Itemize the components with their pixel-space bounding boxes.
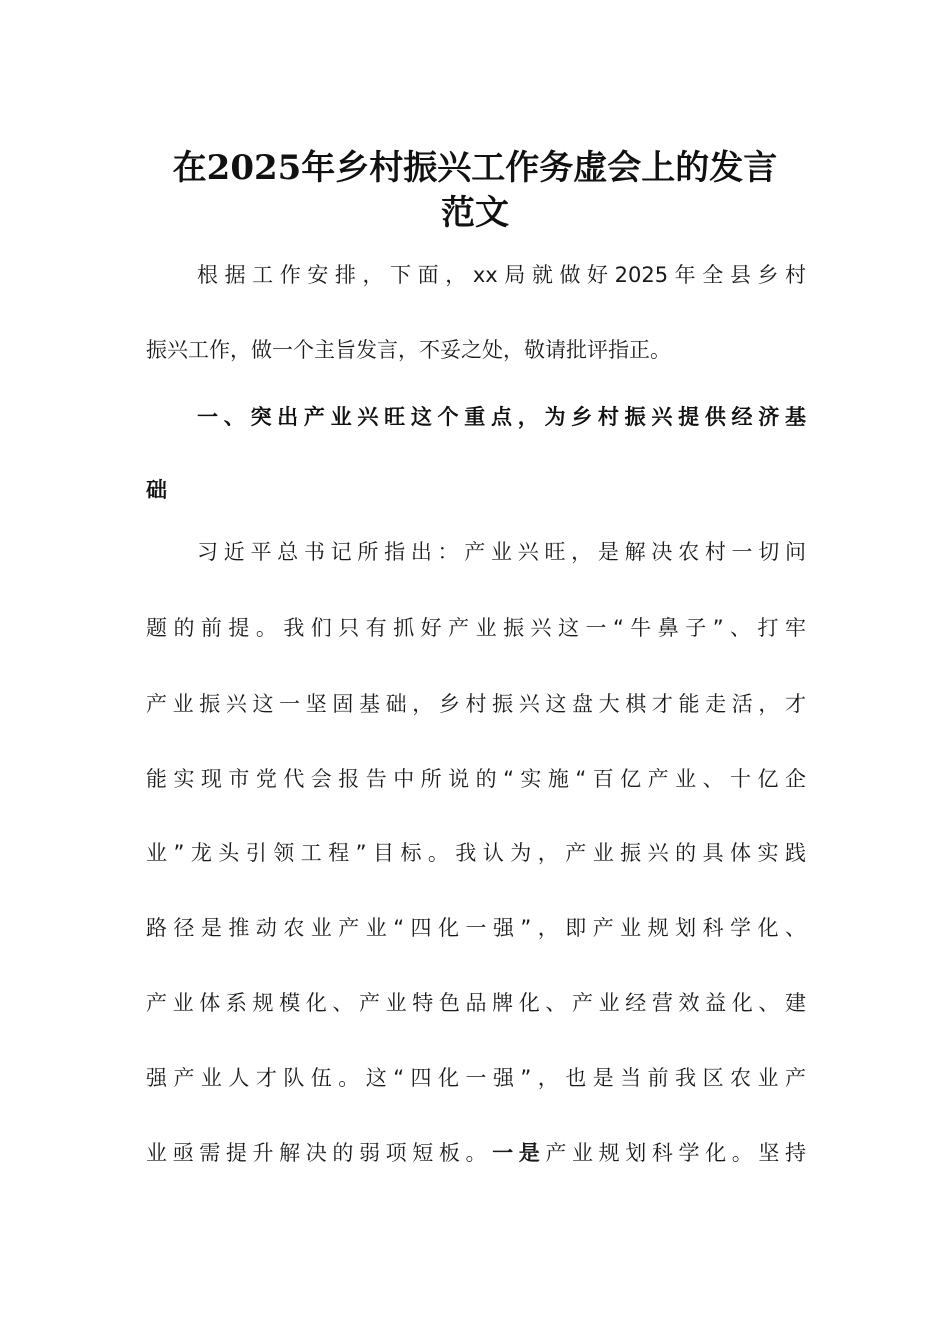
intro-paragraph-line-2: 振兴工作，做一个主旨发言，不妥之处，敬请批评指正。 [146, 338, 671, 362]
body-line-3: 产业振兴这一坚固基础，乡村振兴这盘大棋才能走活，才 [146, 692, 806, 716]
body-line-9-bold-marker: 一是 [492, 1141, 546, 1165]
intro-paragraph-line-1: 根据工作安排，下面，xx局就做好2025年全县乡村 [197, 263, 806, 287]
body-line-4: 能实现市党代会报告中所说的“实施“百亿产业、十亿企 [146, 767, 806, 791]
document-title-line-2: 范文 [441, 193, 509, 233]
document-title-line-1: 在2025年乡村振兴工作务虚会上的发言 [172, 148, 778, 188]
section-heading-line-2: 础 [146, 478, 167, 502]
body-line-7: 产业体系规模化、产业特色品牌化、产业经营效益化、建 [146, 991, 806, 1015]
body-line-5: 业”龙头引领工程”目标。我认为，产业振兴的具体实践 [146, 841, 806, 865]
body-line-6: 路径是推动农业产业“四化一强”，即产业规划科学化、 [146, 916, 806, 940]
body-line-9-end: 产业规划科学化。坚持 [545, 1141, 806, 1165]
body-line-9-start: 业亟需提升解决的弱项短板。 [146, 1141, 493, 1165]
body-line-8: 强产业人才队伍。这“四化一强”，也是当前我区农业产 [146, 1066, 806, 1090]
body-line-1: 习近平总书记所指出：产业兴旺，是解决农村一切问 [197, 540, 806, 564]
body-line-2: 题的前提。我们只有抓好产业振兴这一“牛鼻子”、打牢 [146, 616, 806, 640]
section-heading-line-1: 一、突出产业兴旺这个重点，为乡村振兴提供经济基 [197, 405, 806, 429]
body-line-9 [146, 1133, 806, 1173]
